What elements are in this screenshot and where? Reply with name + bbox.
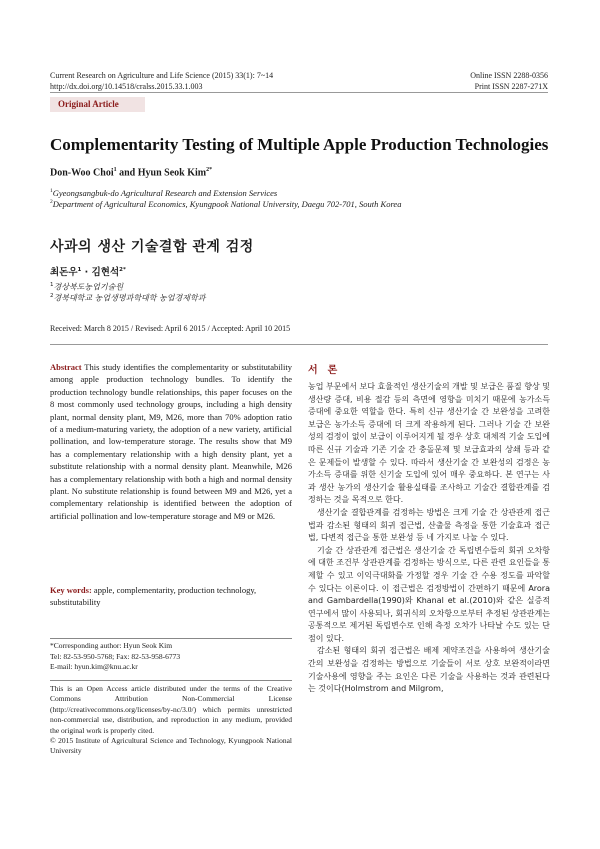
abstract-label: Abstract xyxy=(50,362,82,372)
korean-affiliation-2 xyxy=(50,291,205,304)
author-separator: · xyxy=(81,267,92,278)
author-conjunction: and xyxy=(116,167,138,179)
correspondence-block xyxy=(50,641,292,673)
section-divider xyxy=(50,344,548,345)
introduction-body xyxy=(308,381,550,696)
keywords-label: Key words: xyxy=(50,585,92,595)
license-text: This is an Open Access article distributed under the terms of the Creative Commons Attribution Non-Commercial License (http://creativecommons.org/licenses/by-nc/3.0/) which permits unrestricted non-commercial use, distribution, and reproduction in any medium, provided the original work is properly cited. xyxy=(50,684,292,735)
author-list xyxy=(50,167,212,178)
keywords-text: apple, complementarity, production technology, substitutability xyxy=(50,585,257,608)
author-name: Don-Woo Choi xyxy=(50,167,114,179)
footnote-divider xyxy=(50,680,292,681)
abstract xyxy=(50,361,292,522)
issn-print: Print ISSN 2287-271X xyxy=(474,82,548,91)
journal-header xyxy=(50,70,273,92)
body-paragraph: 감소된 형태의 회귀 접근법은 배제 제약조건을 사용하여 생산기술 간의 보완성을 검정하는 방법으로 기술들이 서로 상호 보완적이라면 기술사용에 영향을 주는 요인은 다른 기술을 사용하는 것과 관련된다는 것이다(Holmstrom and Milgrom, xyxy=(308,646,550,694)
abstract-text: This study identifies the complementarity or substitutability among apple production technology bundles. To identify the production technology bundle relationships, this paper focuses on the 8 most commonly used technology groups, including a high density plant, normal density plant, M9, M26, more than 70% adoption ratio of a medium-maturing variety, the adoption of a new variety, artificial pollination, and low-temperature storage. The results show that M9 has a complementary relationship with a high density plant, yet a substitute relationship with a normal density plant. Meanwhile, M26 has a complementary relationship with both a high and normal density plant. No substitute relationship is found between M9 and M26, yet a complementary relationship is identified between the adoption of artificial pollination and low-temperature storage and M9 or M26. xyxy=(50,362,292,521)
introduction-heading: 서론 xyxy=(308,365,348,376)
korean-author-list xyxy=(50,264,126,278)
body-paragraph: 생산기술 결합관계를 검정하는 방법은 크게 기술 간 상관관계 접근법과 감소된 형태의 회귀 접근법, 산출물 측정을 통한 기술효과 접근법, 다변적 접근을 통한 보완성 등 네 가지로 나눌 수 있다. xyxy=(308,507,550,543)
body-paragraph: 기술 간 상관관계 접근법은 생산기술 간 독립변수들의 회귀 오차항에 대한 조건부 상관관계를 검정하는 방식으로, 다른 관련 요인들을 통제할 수 있고 이익극대화를 가정할 경우 기술 간 수용 정도를 파악할 수 있다는 이론이다. 이 접근법은 검정방법이 간편하기 때문에 Arora and Gambardella(1990)와 Khanal et al.(2010)와 같은 실증적 연구에서 많이 사용되나, 회귀식의 오차항으로부터 추정된 상관관계는 공통적으로 제거된 독립변수로 인해 측정 오차가 나타날 수도 있는 단점이 있다. xyxy=(308,545,550,643)
affil-text: 경상북도농업기술원 xyxy=(53,282,124,292)
author-affil-mark: 2* xyxy=(206,167,213,173)
paper-title: Complementarity Testing of Multiple Apple Production Technologies xyxy=(50,135,549,154)
submission-dates: Received: March 8 2015 / Revised: April 6 2015 / Accepted: April 10 2015 xyxy=(50,324,291,333)
header-divider xyxy=(50,92,548,93)
contact-phone: Tel: 82-53-950-5768; Fax: 82-53-958-6773 xyxy=(50,651,181,661)
author-affil-mark: 2* xyxy=(119,266,126,273)
doi-link[interactable]: http://dx.doi.org/10.14518/cralss.2015.33.1.003 xyxy=(50,82,203,91)
copyright-text: © 2015 Institute of Agricultural Science and Technology, Kyungpook National University xyxy=(50,736,292,756)
affil-mark: 2 xyxy=(50,293,54,299)
author-affil-mark: 1 xyxy=(113,167,117,173)
affil-text: Gyeongsangbuk-do Agricultural Research and Extension Services xyxy=(52,187,278,198)
body-paragraph: 농업 부문에서 보다 효율적인 생산기술의 개발 및 보급은 품질 향상 및 생산량 증대, 비용 절감 등의 측면에 영향을 미치기 때문에 농가소득 증대에 중요한 역할을 한다. 특히 신규 생산기술 간 보완성을 고려한 보급은 농가소득 증대에 더 크게 작용하게 된다. 그러나 기술 간 보완성의 검정이 없이 보급이 이루어지게 될 경우 상호 대체적 기술 도입에 따른 신규 기술과 기존 기술 간 충돌문제 및 보급효과의 상쇄 등과 같은 문제들이 발생할 수 있다. 따라서 생산기술 간 보완성의 검정은 농가소득 증대를 위한 신기술 도입에 있어 매우 중요하다. 본 연구는 사과 생산 농가의 생산기술 활용실태를 조사하고 기술간 결합관계를 검정하는 것을 목적으로 한다. xyxy=(308,382,550,505)
korean-title: 사과의 생산 기술결합 관계 검정 xyxy=(50,239,254,255)
issn-online: Online ISSN 2288-0356 xyxy=(470,71,548,80)
author-name: 최돈우 xyxy=(50,267,78,278)
footnote-divider xyxy=(50,638,292,639)
author-name: 김현석 xyxy=(91,267,120,278)
journal-citation: Current Research on Agriculture and Life Science (2015) 33(1): 7~14 xyxy=(50,71,274,80)
affil-mark: 2 xyxy=(50,199,53,205)
author-affil-mark: 1 xyxy=(77,266,82,273)
article-type-badge: Original Article xyxy=(50,97,145,112)
corresponding-author: *Corresponding author: Hyun Seok Kim xyxy=(50,641,173,650)
author-name: Hyun Seok Kim xyxy=(137,167,207,179)
affil-text: Department of Agricultural Economics, Kyungpook National University, Daegu 702-701, South Korea xyxy=(52,198,402,209)
keywords xyxy=(50,584,292,609)
license-block xyxy=(50,684,292,757)
affil-mark: 1 xyxy=(50,188,53,194)
issn-block xyxy=(470,70,548,92)
affil-text: 경북대학교 농업생명과학대학 농업경제학과 xyxy=(53,293,206,303)
contact-email[interactable]: E-mail: hyun.kim@knu.ac.kr xyxy=(50,662,138,672)
affil-mark: 1 xyxy=(50,282,54,288)
affiliation-2 xyxy=(50,197,401,210)
